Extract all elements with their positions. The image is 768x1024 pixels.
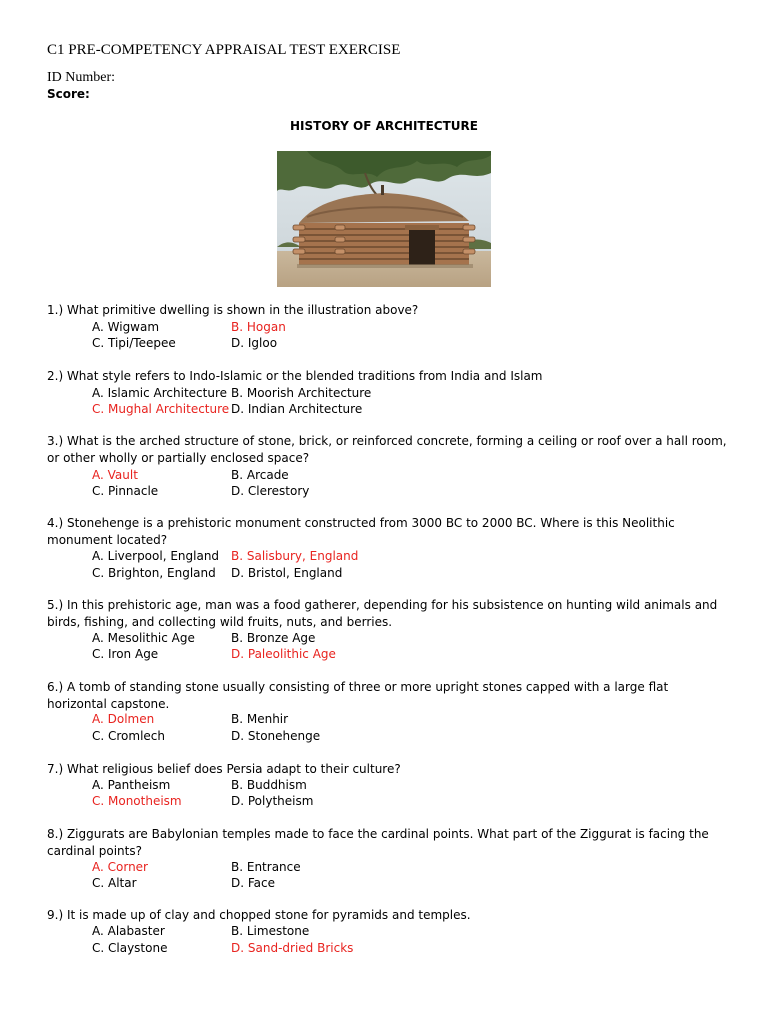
q6-option-d: D. Stonehenge	[231, 729, 321, 743]
q6-option-a-answer: A. Dolmen	[92, 712, 155, 726]
q5-option-b: B. Bronze Age	[231, 631, 316, 645]
q1-option-b-answer: B. Hogan	[231, 320, 286, 334]
q4-option-a: A. Liverpool, England	[92, 549, 220, 563]
question-7-text: 7.) What religious belief does Persia adapt to their culture?	[47, 762, 401, 776]
q6-option-b: B. Menhir	[231, 712, 289, 726]
question-8-text: 8.) Ziggurats are Babylonian temples made to face the cardinal points. What part of the Ziggurat is facing the cardinal points?	[47, 827, 709, 858]
q2-option-c-answer: C. Mughal Architecture	[92, 402, 230, 416]
q3-option-c: C. Pinnacle	[92, 484, 159, 498]
id-number-label: ID Number:	[47, 70, 116, 85]
q6-option-c: C. Cromlech	[92, 729, 166, 743]
q7-option-b: B. Buddhism	[231, 778, 307, 792]
q3-option-a-answer: A. Vault	[92, 468, 138, 482]
q7-option-c-answer: C. Monotheism	[92, 794, 182, 808]
q3-option-b: B. Arcade	[231, 468, 289, 482]
q3-option-d: D. Clerestory	[231, 484, 310, 498]
question-2-text: 2.) What style refers to Indo-Islamic or the blended traditions from India and Islam	[47, 369, 543, 383]
q8-option-d: D. Face	[231, 876, 276, 890]
q8-option-c: C. Altar	[92, 876, 137, 890]
q7-option-a: A. Pantheism	[92, 778, 171, 792]
q2-option-a: A. Islamic Architecture	[92, 386, 228, 400]
hogan-photo	[277, 151, 491, 287]
question-3-text: 3.) What is the arched structure of stone, brick, or reinforced concrete, forming a ceiling or roof over a hall room, or other wholly or partially enclosed space?	[47, 434, 727, 465]
q9-option-a: A. Alabaster	[92, 924, 165, 938]
q7-option-d: D. Polytheism	[231, 794, 314, 808]
q9-option-d-answer: D. Sand-dried Bricks	[231, 941, 354, 955]
question-1-text: 1.) What primitive dwelling is shown in the illustration above?	[47, 303, 419, 317]
question-5-text: 5.) In this prehistoric age, man was a food gatherer, depending for his subsistence on hunting wild animals and birds, fishing, and collecting wild fruits, nuts, and berries.	[47, 598, 718, 629]
q4-option-b-answer: B. Salisbury, England	[231, 549, 359, 563]
q9-option-b: B. Limestone	[231, 924, 310, 938]
q4-option-d: D. Bristol, England	[231, 566, 343, 580]
section-heading: HISTORY OF ARCHITECTURE	[290, 119, 478, 133]
q5-option-d-answer: D. Paleolithic Age	[231, 647, 336, 661]
score-label: Score:	[47, 87, 90, 101]
q8-option-a-answer: A. Corner	[92, 860, 148, 874]
q2-option-b: B. Moorish Architecture	[231, 386, 372, 400]
q5-option-c: C. Iron Age	[92, 647, 159, 661]
question-4-text: 4.) Stonehenge is a prehistoric monument constructed from 3000 BC to 2000 BC. Where is this Neolithic monument located?	[47, 516, 675, 547]
q1-option-c: C. Tipi/Teepee	[92, 336, 176, 350]
q9-option-c: C. Claystone	[92, 941, 168, 955]
q1-option-d: D. Igloo	[231, 336, 278, 350]
question-9-text: 9.) It is made up of clay and chopped stone for pyramids and temples.	[47, 908, 471, 922]
exam-title: C1 PRE-COMPETENCY APPRAISAL TEST EXERCISE	[47, 42, 401, 58]
q2-option-d: D. Indian Architecture	[231, 402, 363, 416]
q5-option-a: A. Mesolithic Age	[92, 631, 195, 645]
q1-option-a: A. Wigwam	[92, 320, 160, 334]
q4-option-c: C. Brighton, England	[92, 566, 216, 580]
q8-option-b: B. Entrance	[231, 860, 301, 874]
question-6-text: 6.) A tomb of standing stone usually consisting of three or more upright stones capped with a large flat horizontal capstone.	[47, 680, 669, 711]
